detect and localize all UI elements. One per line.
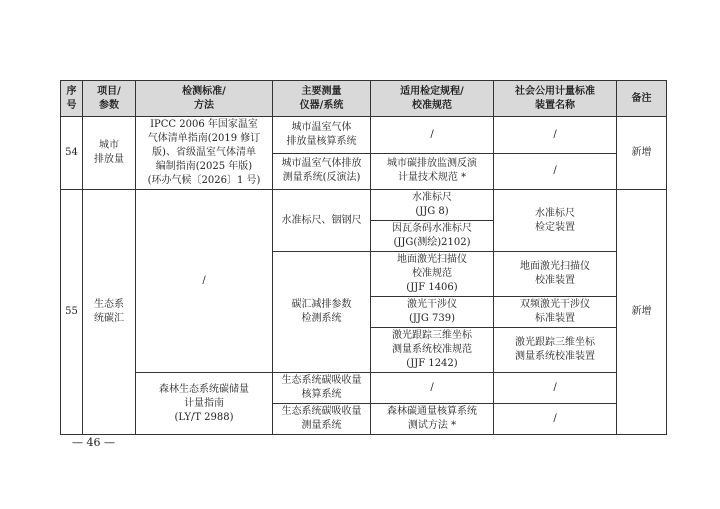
row55-regulation-a1: 水准标尺 (JJG 8) [371, 190, 494, 221]
row54-standard-2: / [494, 153, 617, 190]
row55-regulation-d: 森林碳通量核算系统 测试方法 * [371, 404, 494, 435]
row55-item: 生态系 统碳汇 [83, 190, 136, 435]
row55-standard-b1: 地面激光扫描仪 校准装置 [494, 252, 617, 297]
header-standard: 社会公用计量标准 装置名称 [494, 81, 617, 117]
header-note: 备注 [617, 81, 667, 117]
standards-table [60, 80, 667, 435]
row55-note: 新增 [617, 190, 667, 435]
table-row [61, 190, 667, 221]
row55-instrument-d: 生态系统碳吸收量 测量系统 [273, 404, 371, 435]
table-row [61, 117, 667, 154]
table-row [61, 373, 667, 404]
row55-instrument-c: 生态系统碳吸收量 核算系统 [273, 373, 371, 404]
row55-method-1: / [136, 190, 273, 373]
row55-instrument-b: 碳汇减排参数 检测系统 [273, 252, 371, 373]
row55-regulation-b1: 地面激光扫描仪 校准规范 (JJF 1406) [371, 252, 494, 297]
row55-standard-c: / [494, 373, 617, 404]
row54-no: 54 [61, 117, 83, 190]
row54-standard-1: / [494, 117, 617, 154]
row54-method: IPCC 2006 年国家温室 气体清单指南(2019 修订 版)、省级温室气体清单 编制指南(2025 年版) (环办气候〔2026〕1 号) [136, 117, 273, 190]
row55-standard-a: 水准标尺 检定装置 [494, 190, 617, 252]
row55-method-2: 森林生态系统碳储量 计量指南 (LY/T 2988) [136, 373, 273, 435]
row55-regulation-b2: 激光干涉仪 (JJG 739) [371, 297, 494, 328]
row54-note: 新增 [617, 117, 667, 190]
row55-no: 55 [61, 190, 83, 435]
header-instrument: 主要测量 仪器/系统 [273, 81, 371, 117]
header-no: 序 号 [61, 81, 83, 117]
row55-standard-b2: 双频激光干涉仪 标准装置 [494, 297, 617, 328]
row55-standard-d: / [494, 404, 617, 435]
row54-instrument-2: 城市温室气体排放 测量系统(反演法) [273, 153, 371, 190]
row55-regulation-a2: 因瓦条码水准标尺 (JJG(测绘)2102) [371, 221, 494, 252]
row55-regulation-b3: 激光跟踪三维坐标 测量系统校准规范 (JJF 1242) [371, 328, 494, 373]
page-number: — 46 — [72, 436, 115, 449]
row55-regulation-c: / [371, 373, 494, 404]
row55-instrument-a: 水准标尺、铟钢尺 [273, 190, 371, 252]
header-item: 项目/ 参数 [83, 81, 136, 117]
row54-regulation-2: 城市碳排放监测反演 计量技术规范 * [371, 153, 494, 190]
header-regulation: 适用检定规程/ 校准规范 [371, 81, 494, 117]
row54-instrument-1: 城市温室气体 排放量核算系统 [273, 117, 371, 154]
row54-regulation-1: / [371, 117, 494, 154]
header-row [61, 81, 667, 117]
row55-standard-b3: 激光跟踪三维坐标 测量系统校准装置 [494, 328, 617, 373]
header-method: 检测标准/ 方法 [136, 81, 273, 117]
row54-item: 城市 排放量 [83, 117, 136, 190]
